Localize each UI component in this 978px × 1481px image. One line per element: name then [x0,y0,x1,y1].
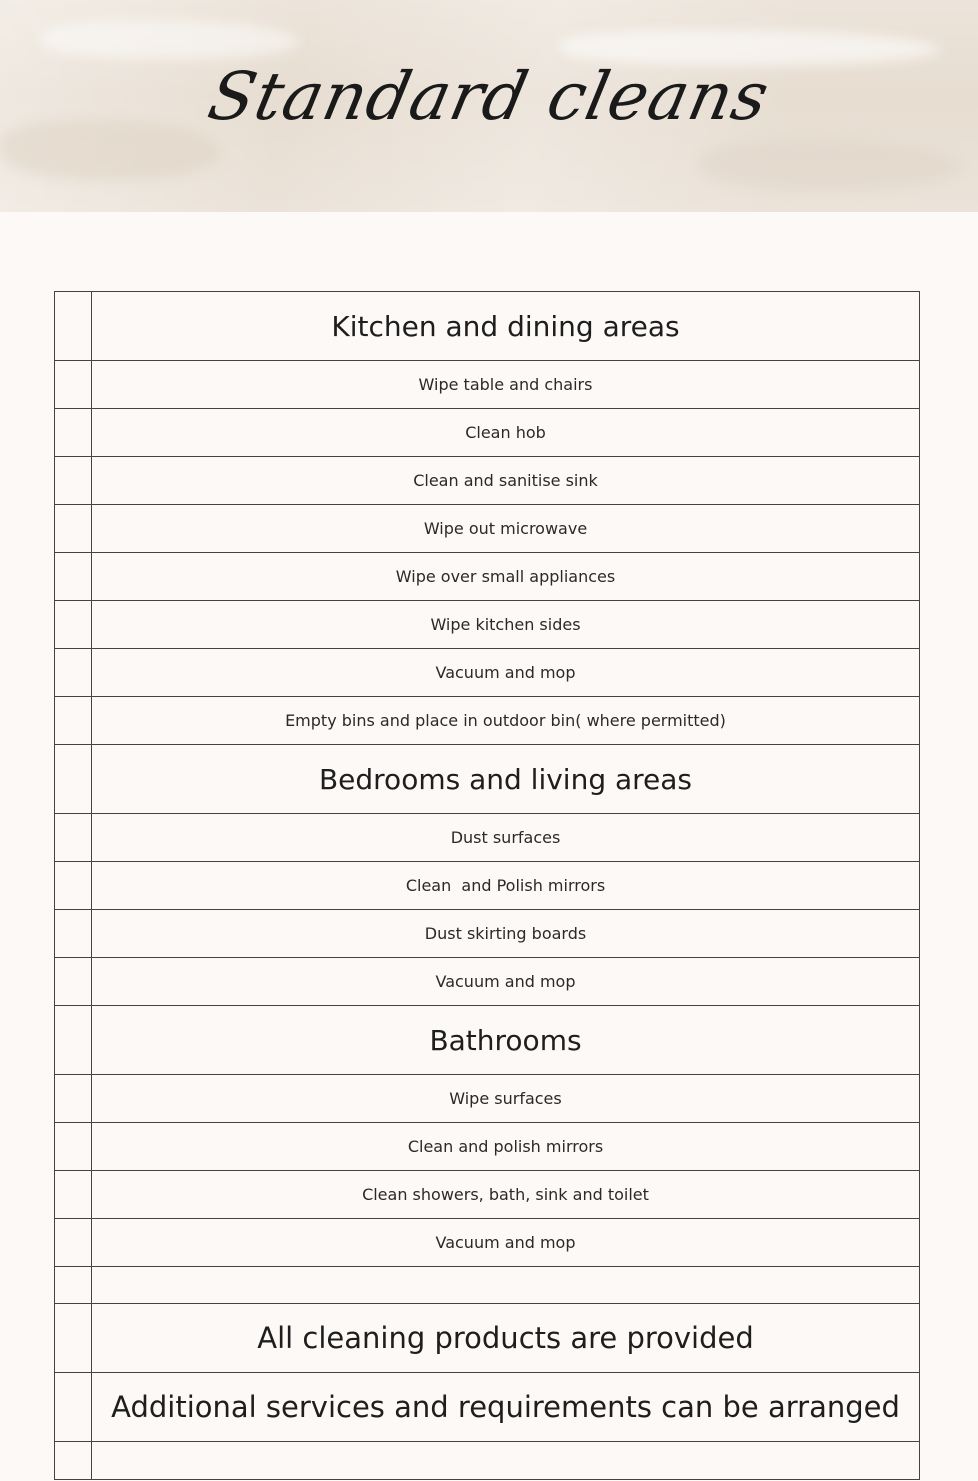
checkbox-cell[interactable] [55,505,92,552]
section-header-bathrooms [55,1006,919,1075]
table-row [55,505,919,553]
section-heading: Bedrooms and living areas [318,762,693,796]
task-label: Clean and Polish mirrors [405,876,606,895]
task-label: Clean showers, bath, sink and toilet [362,1185,649,1204]
checkbox-cell[interactable] [55,601,92,648]
task-label: Wipe surfaces [449,1089,562,1108]
note-row-products [55,1304,919,1373]
checkbox-cell[interactable] [55,1171,92,1218]
table-row [55,649,919,697]
blank-row [55,1267,919,1304]
task-label: Dust surfaces [450,828,561,847]
table-row [55,1123,919,1171]
checkbox-cell[interactable] [55,814,92,861]
checkbox-cell[interactable] [55,1006,92,1074]
table-row [55,814,919,862]
page-title: Standard cleans [201,58,777,135]
checkbox-cell[interactable] [55,1123,92,1170]
header-banner [0,0,978,212]
table-row [55,1171,919,1219]
checkbox-cell[interactable] [55,1075,92,1122]
checkbox-cell[interactable] [55,958,92,1005]
checkbox-cell[interactable] [55,361,92,408]
table-row [55,457,919,505]
checkbox-cell[interactable] [55,409,92,456]
checkbox-cell[interactable] [55,862,92,909]
checkbox-cell[interactable] [55,697,92,744]
section-heading: Kitchen and dining areas [331,309,680,343]
checkbox-cell[interactable] [55,649,92,696]
brush-stroke [40,20,300,60]
task-label: Wipe out microwave [423,519,588,538]
table-row [55,862,919,910]
table-row [55,910,919,958]
table-row [55,958,919,1006]
checkbox-cell[interactable] [55,457,92,504]
task-label: Wipe over small appliances [395,567,616,586]
section-heading: Bathrooms [429,1023,582,1057]
task-label: Wipe table and chairs [418,375,593,394]
empty-cell [92,1267,919,1303]
checkbox-cell[interactable] [55,1304,92,1372]
table-row [55,361,919,409]
task-label: Clean and sanitise sink [413,471,598,490]
table-row [55,697,919,745]
table-row [55,409,919,457]
task-label: Vacuum and mop [435,972,576,991]
checkbox-cell[interactable] [55,1219,92,1266]
checklist-table [54,291,920,1480]
checkbox-cell[interactable] [55,1373,92,1441]
section-header-bedrooms [55,745,919,814]
checkbox-cell[interactable] [55,553,92,600]
checkbox-cell[interactable] [55,910,92,957]
checkbox-cell[interactable] [55,292,92,360]
table-row [55,553,919,601]
table-row [55,601,919,649]
note-row-additional [55,1373,919,1442]
task-label: Wipe kitchen sides [430,615,581,634]
checkbox-cell[interactable] [55,745,92,813]
task-label: Empty bins and place in outdoor bin( where permitted) [285,711,726,730]
table-row [55,1075,919,1123]
empty-cell [92,1442,919,1479]
brush-stroke [700,140,960,190]
task-label: Dust skirting boards [424,924,587,943]
note-text: All cleaning products are provided [257,1321,754,1355]
table-row [55,1219,919,1267]
task-label: Clean hob [465,423,546,442]
task-label: Vacuum and mop [435,1233,576,1252]
checkbox-cell[interactable] [55,1442,92,1479]
section-header-kitchen [55,292,919,361]
task-label: Vacuum and mop [435,663,576,682]
note-text: Additional services and requirements can be arranged [111,1390,900,1424]
checkbox-cell[interactable] [55,1267,92,1303]
blank-row [55,1442,919,1480]
task-label: Clean and polish mirrors [407,1137,604,1156]
